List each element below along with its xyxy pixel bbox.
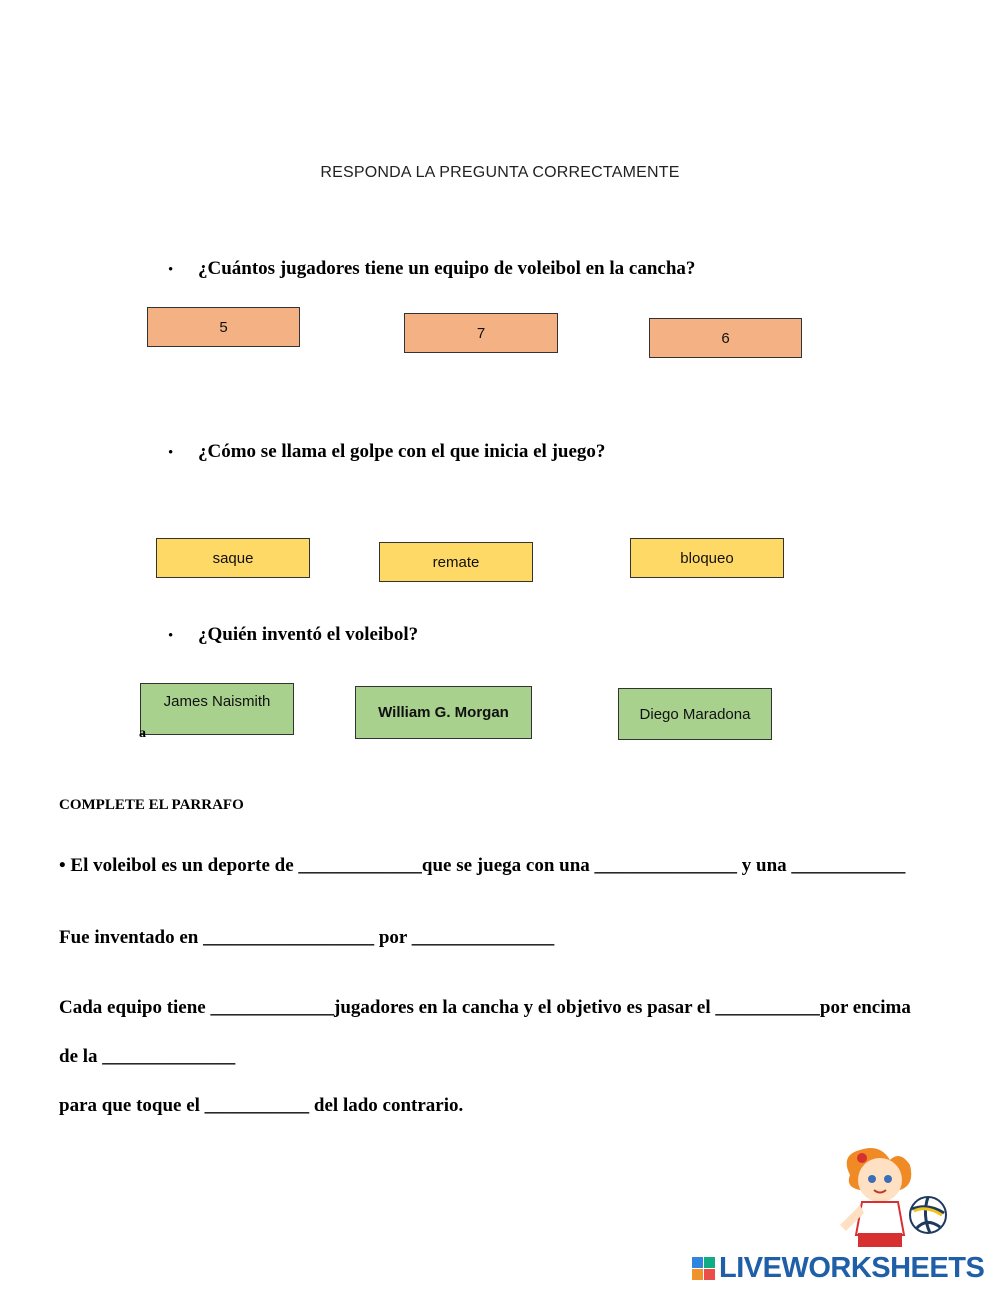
liveworksheets-logo [692,1252,984,1285]
q2-option-bloqueo[interactable]: bloqueo [630,538,784,578]
section-heading: COMPLETE EL PARRAFO [59,797,244,813]
question-1-text: ¿Cuántos jugadores tiene un equipo de voleibol en la cancha? [198,258,696,279]
q3-option-william-g-morgan[interactable]: William G. Morgan [355,686,532,739]
bullet-icon: • [168,628,174,644]
volleyball-girl-icon [830,1145,950,1255]
question-1 [168,258,695,280]
paragraph-line-2: Fue inventado en __________________ por _______________ [59,927,555,948]
logo-mark-icon [692,1257,715,1280]
q2-option-saque[interactable]: saque [156,538,310,578]
stray-mark: a [139,726,146,741]
paragraph-line-1: • El voleibol es un deporte de _____________que se juega con una _______________ y una ____________ [59,855,906,876]
paragraph-line-4: de la ______________ [59,1046,236,1067]
q3-option-james-naismith[interactable]: James Naismith [140,683,294,735]
question-2-text: ¿Cómo se llama el golpe con el que inicia el juego? [198,441,606,462]
question-3-text: ¿Quién inventó el voleibol? [198,624,419,645]
paragraph-line-3: Cada equipo tiene _____________jugadores en la cancha y el objetivo es pasar el ___________por encima [59,997,911,1018]
q2-option-remate[interactable]: remate [379,542,533,582]
question-3 [168,624,418,646]
q1-option-7[interactable]: 7 [404,313,558,353]
logo-text: LIVEWORKSHEETS [719,1252,985,1284]
bullet-icon: • [168,445,174,461]
page-title: RESPONDA LA PREGUNTA CORRECTAMENTE [320,164,680,181]
question-2 [168,441,605,463]
q1-option-6[interactable]: 6 [649,318,802,358]
q1-option-5[interactable]: 5 [147,307,300,347]
q3-option-diego-maradona[interactable]: Diego Maradona [618,688,772,740]
paragraph-line-5: para que toque el ___________ del lado contrario. [59,1095,464,1116]
bullet-icon: • [168,262,174,278]
